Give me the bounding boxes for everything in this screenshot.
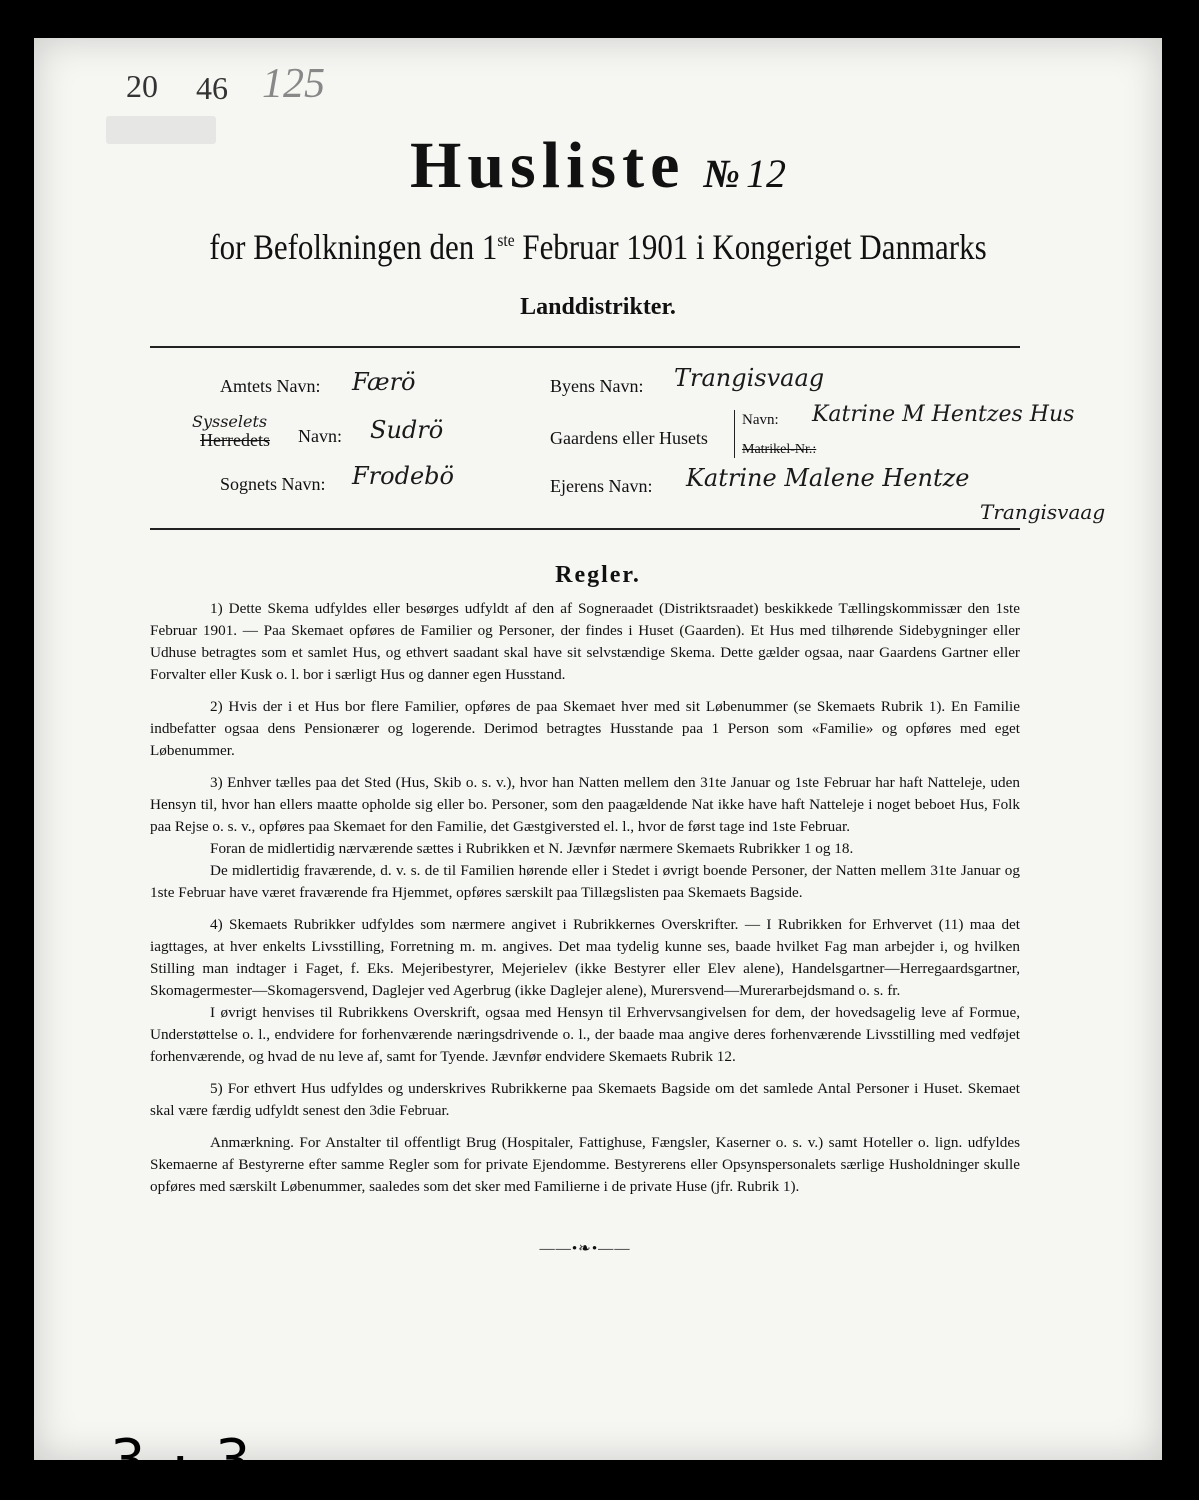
amt-label: Amtets Navn:: [220, 376, 321, 396]
ejer-value-2: Trangisvaag: [980, 500, 1106, 524]
herred-value: Sudrö: [370, 416, 444, 444]
form-title: [34, 128, 1162, 204]
archive-ref-3: 125: [262, 61, 325, 107]
gaard-navn-label: Navn:: [742, 412, 779, 428]
district-heading: Landdistrikter.: [520, 294, 676, 320]
census-form-sheet: [34, 38, 1162, 1493]
number-sign: №: [703, 151, 740, 196]
ejer-value: Katrine Malene Hentze: [686, 464, 970, 492]
rule-note: Anmærkning. For Anstalter til offentligt Brug (Hospitaler, Fattighuse, Fængsler, Kaserner o. s. v.) samt Hoteller o. lign. udfyldes Skemaerne af Bestyrerne efter samme Regler som for private Ejendomme. Bestyrerens eller Opsynspersonalets særlige Husholdninger skulle opføres med særskilt Løbenummer, saaledes som det sker med Familierne i de private Huse (jfr. Rubrik 1).: [150, 1134, 1020, 1195]
gaard-bracket: [734, 410, 735, 458]
rule-1: 1) Dette Skema udfyldes eller besørges udfyldt af den af Sogneraadet (Distriktsraadet) beskikkede Tællingskommissær den 1ste Februar 1901. — Paa Skemaet opføres de Familier og Personer, der findes i Huset (Gaarden). Et Hus med tilhørende Sidebygninger eller Udhuse betragtes som et samlet Hus, og ethvert saadant skal have sit selvstændige Skema. Dette gælder ogsaa, naar Gaardens Gartner eller Forvalter eller Kusk o. l. bor i særligt Hus og danner egen Husstand.: [150, 600, 1020, 683]
sogn-value: Frodebö: [352, 462, 454, 490]
divider-top: [150, 346, 1020, 348]
ejer-label: Ejerens Navn:: [550, 476, 653, 496]
title-word: Husliste: [410, 129, 686, 202]
rule-4: 4) Skemaets Rubrikker udfyldes som nærmere angivet i Rubrikkernes Overskrifter. — I Rubrikken for Erhvervet (11) maa det iagttages, at hver enkelts Livsstilling, Forretning m. m. angives. Det maa tydelig kunne ses, baade hvilket Fag man arbejder i, og hvilken Stilling man indtager i Faget, f. Eks. Mejeribestyrer, Mejerielev (ikke Bestyrer eller Elev alene), Handelsgartner—Herregaardsgartner, Skomagermester—Skomagersvend, Daglejer ved Agerbrug (ikke Daglejer alene), Murersvend—Murerarbejdsmand o. s. fr.: [150, 916, 1020, 999]
form-subtitle: [113, 226, 1083, 268]
rule-3c: De midlertidig fraværende, d. v. s. de til Familien hørende eller i Stedet i øvrigt boende Personer, der Natten mellem 31te Januar og 1ste Februar have været fraværende fra Hjemmet, opføres særskilt paa Tillægslisten paa Skemaets Bagside.: [150, 862, 1020, 901]
herred-label: Navn:: [298, 426, 342, 446]
archive-ref-1: 20: [126, 68, 158, 104]
rule-3: 3) Enhver tælles paa det Sted (Hus, Skib o. s. v.), hvor han Natten mellem den 31te Januar og 1ste Februar har haft Natteleje, uden Hensyn til, hvor han ellers maatte opholde sig eller bo. Personer, som den paagældende Nat ikke have haft Natteleje i noget beboet Hus, Folk paa Rejse o. s. v., opføres paa Skemaet for den Familie, det Gæstgiversted el. l., hvor de først tage ind 1ste Februar.: [150, 774, 1020, 835]
subtitle-part-2: Februar 1901 i Kongeriget Danmarks: [514, 227, 987, 267]
by-value: Trangisvaag: [674, 364, 825, 392]
rule-3b: Foran de midlertidig nærværende sættes i Rubrikken et N. Jævnfør nærmere Skemaets Rubrikker 1 og 18.: [210, 840, 854, 857]
subtitle-part-1: for Befolkningen den 1: [209, 227, 498, 267]
ornament: ——•❧•——: [539, 1240, 631, 1257]
matrikel-label: Matrikel-Nr.:: [742, 442, 817, 457]
gaard-navn-value: Katrine M Hentzes Hus: [812, 402, 1075, 427]
by-label: Byens Navn:: [550, 376, 644, 396]
rule-5: 5) For ethvert Hus udfyldes og underskrives Rubrikkerne paa Skemaets Bagside om det samlede Antal Personer i Huset. Skemaet skal være færdig udfyldt senest den 3die Februar.: [150, 1080, 1020, 1119]
herred-written: Sysselets: [192, 412, 268, 431]
rule-4b: I øvrigt henvises til Rubrikkens Overskrift, ogsaa med Hensyn til Erhvervsangivelsen for dem, der hovedsagelig leve af Formue, Understøttelse o. l., endvidere for forhenværende næringsdrivende o. l., der baade maa angive deres forhenværende Livsstilling med vedføjet forhenværende, og hvad de nu leve af, samt for Tyende. Jævnfør endvidere Skemaets Rubrik 12.: [150, 1004, 1020, 1065]
rule-2: 2) Hvis der i et Hus bor flere Familier, opføres de paa Skemaet hver med sit Løbenummer (se Skemaets Rubrik 1). En Familie indbefatter ogsaa dens Pensionærer og logerende. Derimod betragtes Husstande paa 1 Person som «Familie» og opføres med eget Løbenummer.: [150, 698, 1020, 759]
page-count-mark: 3 · 3: [110, 1428, 255, 1493]
sogn-label: Sognets Navn:: [220, 474, 326, 494]
archive-ref-2: 46: [196, 70, 228, 106]
divider-bottom: [150, 528, 1020, 530]
subtitle-sup: ste: [497, 230, 515, 250]
herred-struck: Herredets: [200, 430, 270, 450]
gaard-label: Gaardens eller Husets: [550, 428, 708, 448]
rules-body: [150, 598, 1020, 1260]
list-number: 12: [745, 151, 786, 196]
amt-value: Færö: [352, 368, 416, 396]
rules-heading: Regler.: [555, 562, 641, 588]
